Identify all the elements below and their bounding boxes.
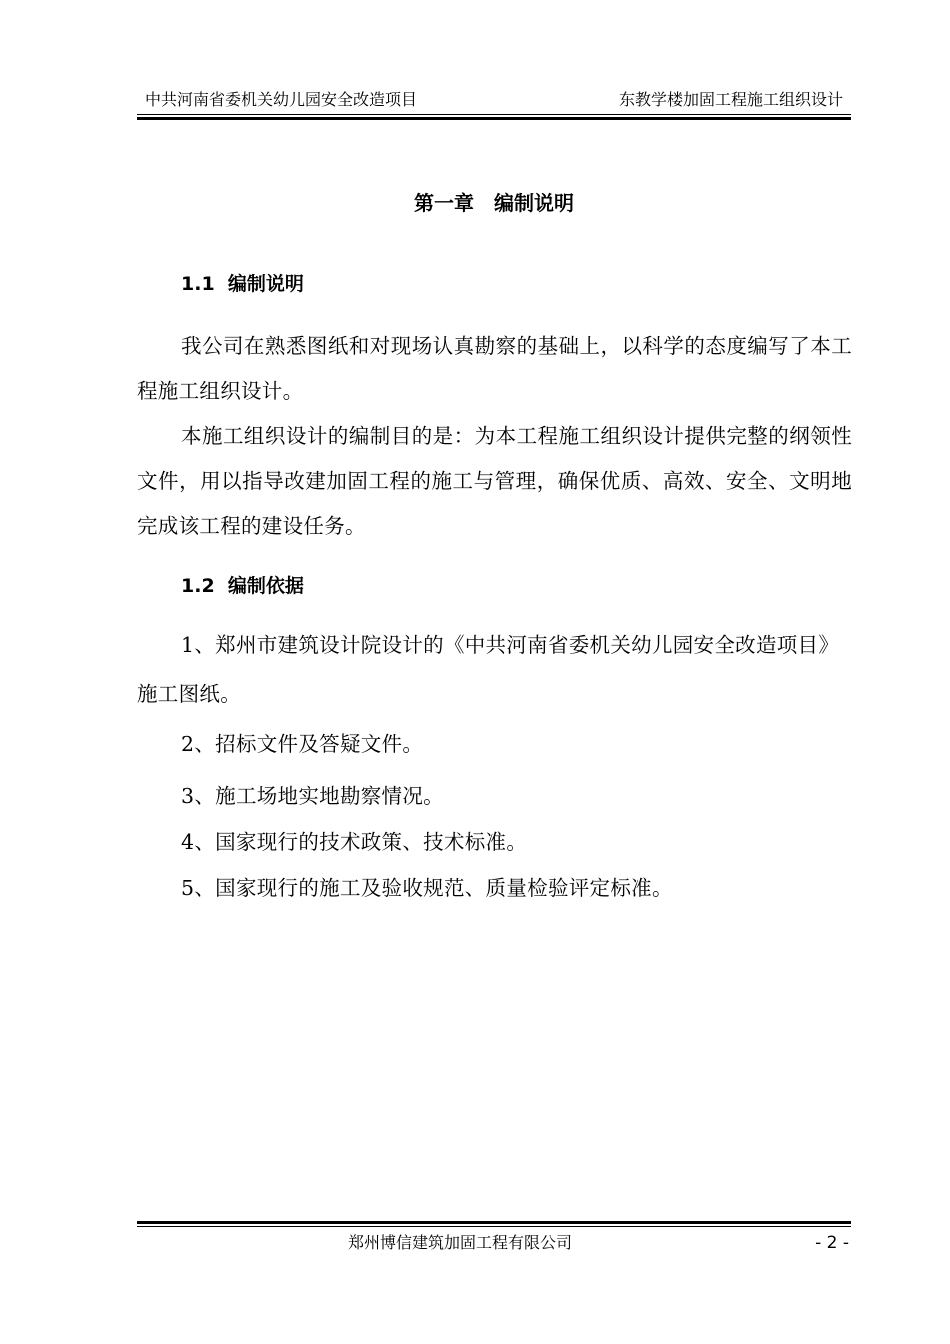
chapter-title: 第一章 编制说明 [414, 191, 574, 215]
list-item-3: 3、施工场地实地勘察情况。 [181, 784, 444, 808]
list-item-5: 5、国家现行的施工及验收规范、质量检验评定标准。 [181, 876, 673, 900]
header-divider-thick [137, 117, 851, 120]
section-title-1-1: 1.1 编制说明 [181, 273, 304, 295]
paragraph-2: 本施工组织设计的编制目的是：为本工程施工组织设计提供完整的纲领性文件，用以指导改建加固工程的施工与管理，确保优质、高效、安全、文明地完成该工程的建设任务。 [137, 424, 852, 538]
list-item-1: 1、郑州市建筑设计院设计的《中共河南省委机关幼儿园安全改造项目》施工图纸。 [137, 633, 840, 706]
paragraph-1: 我公司在熟悉图纸和对现场认真勘察的基础上，以科学的态度编写了本工程施工组织设计。 [137, 334, 852, 403]
header-project-name: 中共河南省委机关幼儿园安全改造项目 [145, 90, 418, 109]
footer-company-name: 郑州博信建筑加固工程有限公司 [347, 1233, 572, 1252]
header-document-title: 东教学楼加固工程施工组织设计 [618, 90, 843, 109]
section-title-1-2: 1.2 编制依据 [181, 575, 304, 597]
list-item-4: 4、国家现行的技术政策、技术标准。 [181, 830, 528, 854]
footer-divider-thin [137, 1226, 851, 1227]
list-item-2: 2、招标文件及答疑文件。 [181, 732, 424, 756]
page-header [137, 88, 851, 112]
footer-divider-thick [137, 1221, 851, 1224]
page-number: - 2 - [815, 1233, 849, 1253]
header-divider-thin [137, 114, 851, 115]
page-footer [137, 1230, 851, 1256]
